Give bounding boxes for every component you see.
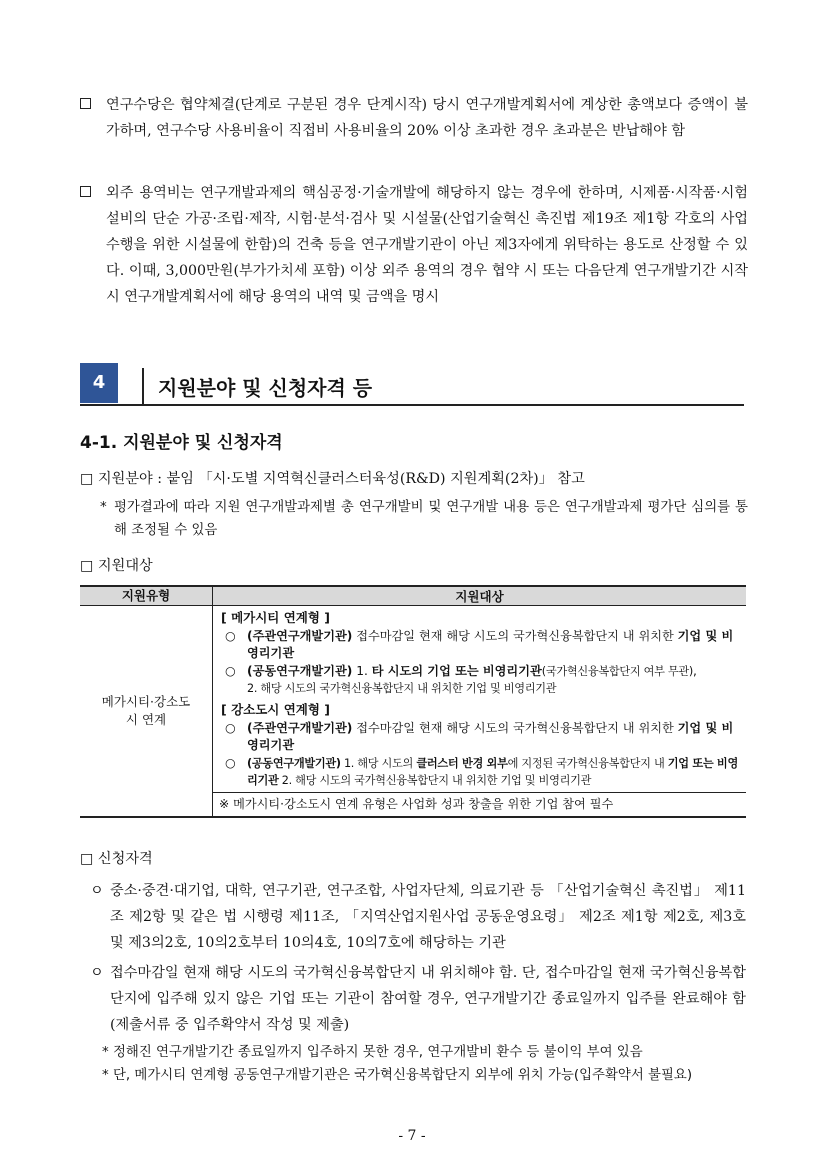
list-item [221, 720, 740, 754]
item-text: , [693, 664, 697, 678]
item-text: 2. 해당 시도의 국가혁신융복합단지 내 위치한 기업 및 비영리기관 [247, 682, 557, 695]
item-text: 접수마감일 현재 해당 시도의 국가혁신융복합단지 내 위치한 [352, 721, 678, 735]
item-text: 1. [352, 664, 372, 678]
support-target-table [80, 585, 746, 818]
item-emphasis: 클러스터 반경 외부 [416, 757, 508, 770]
item-text: 접수마감일 현재 해당 시도의 국가혁신융복합단지 내 위치한 [352, 629, 678, 643]
checkbox-square-icon [80, 186, 91, 197]
eligibility-note-2: * 단, 메가시티 연계형 공동연구개발기관은 국가혁신융복합단지 외부에 위치 가능(입주확약서 불필요) [102, 1068, 693, 1083]
support-type-label: 메가시티·강소도시 연계 [101, 694, 191, 727]
note-text: 평가결과에 따라 지원 연구개발과제별 총 연구개발비 및 연구개발 내용 등은 연구개발과제 평가단 심의를 통해 조정될 수 있음 [114, 500, 748, 538]
bullet-text: 접수마감일 현재 해당 시도의 국가혁신융복합단지 내 위치해야 함. 단, 접수마감일 현재 국가혁신융복합단지에 입주해 있지 않은 기업 또는 기관이 참여할 경우, 연구개발기간 종료일까지 입주를 완료해야 함(제출서류 중 입주확약서 작성 및 제출) [110, 965, 746, 1033]
item-text: 에 지정된 국가혁신융복합단지 내 [507, 757, 668, 770]
item-emphasis: 기업 및 비영리기관 [247, 629, 734, 660]
paragraph-text: 연구수당은 협약체결(단계로 구분된 경우 단계시작) 당시 연구개발계획서에 계상한 총액보다 증액이 불가하며, 연구수당 사용비율이 직접비 사용비율의 20% 이상 초과한 경우 초과분은 반납해야 함 [106, 97, 748, 139]
item-emphasis: 기업 및 비영리기관 [247, 721, 734, 752]
section-title: 지원분야 및 신청자격 등 [158, 376, 373, 400]
eligibility-bullet-1 [90, 878, 746, 956]
list-item [221, 663, 740, 697]
role-label: (주관연구개발기관) [247, 629, 353, 643]
item-text: (국가혁신융복합단지 여부 무관) [541, 665, 693, 678]
eligibility-note-1: * 정해진 연구개발기간 종료일까지 입주하지 못한 경우, 연구개발비 환수 등 불이익 부여 있음 [102, 1045, 643, 1060]
item-text: 1. 해당 시도의 [340, 757, 417, 770]
support-field-note [100, 496, 748, 542]
paragraph-research-allowance [80, 92, 748, 144]
checkbox-square-icon [80, 98, 91, 109]
table-header-type: 지원유형 [80, 586, 213, 606]
section-header [80, 362, 744, 406]
gangso-city-group-title: [ 강소도시 연계형 ] [221, 702, 331, 717]
item-emphasis: 타 시도의 기업 또는 비영리기관 [371, 664, 542, 678]
mega-city-group-title: [ 메가시티 연계형 ] [221, 610, 331, 625]
list-item [221, 755, 740, 789]
support-target-label: □ 지원대상 [80, 558, 153, 574]
circle-bullet: ○ [225, 664, 236, 678]
table-footnote: ※ 메가시티·강소도시 연계 유형은 사업화 성과 창출을 위한 기업 참여 필수 [213, 792, 746, 816]
subsection-title: 4-1. 지원분야 및 신청자격 [80, 433, 283, 453]
paragraph-outsourcing-cost [80, 180, 748, 310]
section-divider [142, 368, 144, 404]
eligibility-label: □ 신청자격 [80, 851, 153, 867]
circle-bullet: ○ [225, 629, 236, 643]
role-label: (공동연구개발기관) [247, 664, 353, 678]
round-bullet: ㅇ [90, 883, 104, 899]
table-header-target: 지원대상 [213, 586, 747, 606]
role-label: (공동연구개발기관) [247, 757, 341, 770]
round-bullet: ㅇ [90, 965, 104, 981]
table-cell-target [213, 606, 747, 818]
bullet-text: 중소·중견·대기업, 대학, 연구기관, 연구조합, 사업자단체, 의료기관 등 「산업기술혁신 촉진법」 제11조 제2항 및 같은 법 시행령 제11조, 「지역산업지원사업 공동운영요령」 제2조 제1항 제2호, 제3호 및 제3의2호, 10의2호부터 10의4호, 10의7호에 해당하는 기관 [110, 883, 746, 951]
circle-bullet: ○ [225, 756, 236, 770]
role-label: (주관연구개발기관) [247, 721, 353, 735]
eligibility-bullet-2 [90, 960, 746, 1038]
page-number: - 7 - [398, 1128, 426, 1144]
support-field-line: □ 지원분야 : 붙임 「시·도별 지역혁신클러스터육성(R&D) 지원계획(2차)」 참고 [80, 471, 585, 487]
item-emphasis: 기업 또는 비영리기관 [247, 757, 738, 787]
section-number-badge: 4 [80, 363, 118, 403]
item-text: 2. 해당 시도의 국가혁신융복합단지 내 위치한 기업 및 비영리기관 [278, 774, 592, 787]
paragraph-text: 외주 용역비는 연구개발과제의 핵심공정·기술개발에 해당하지 않는 경우에 한하며, 시제품·시작품·시험설비의 단순 가공·조립·제작, 시험·분석·검사 및 시설물(산업기술혁신 촉진법 제19조 제1항 각호의 사업 수행을 위한 시설물에 한함)의 건축 등을 연구개발기관이 아닌 제3자에게 위탁하는 용도로 산정할 수 있다. 이때, 3,000만원(부가가치세 포함) 이상 외주 용역의 경우 협약 시 또는 다음단계 연구개발기간 시작시 연구개발계획서에 해당 용역의 내역 및 금액을 명시 [106, 185, 748, 305]
list-item [221, 628, 740, 662]
table-cell-type [80, 606, 213, 818]
circle-bullet: ○ [225, 721, 236, 735]
note-asterisk: * [100, 500, 107, 515]
